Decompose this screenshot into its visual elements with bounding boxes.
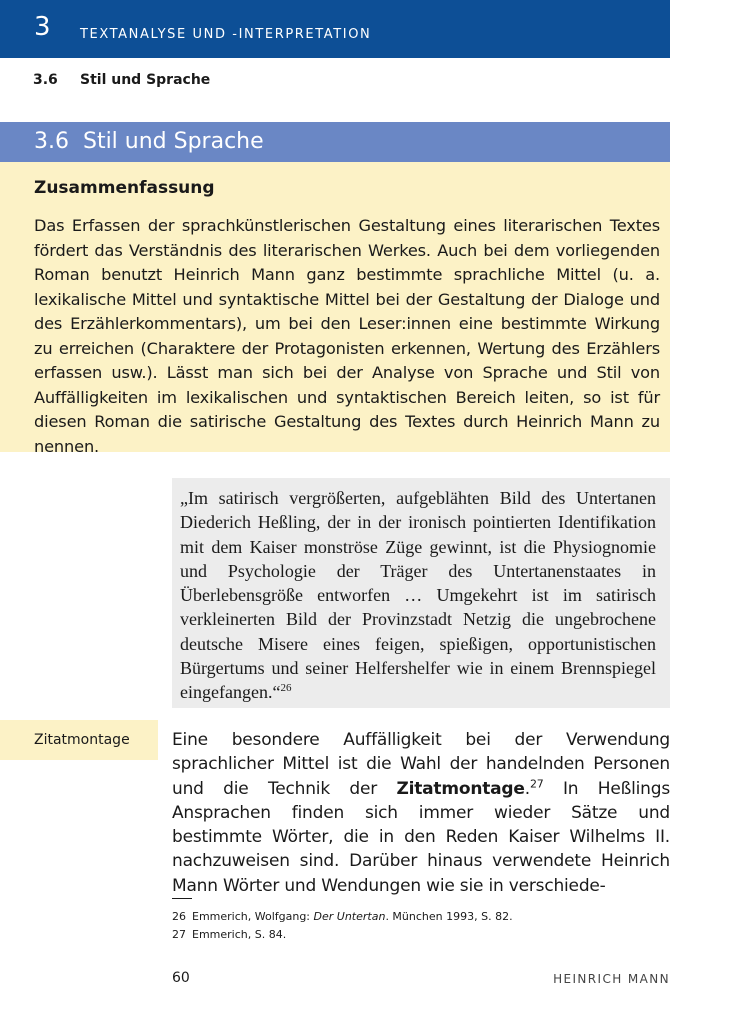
quote-text xyxy=(180,486,656,705)
chapter-title: TEXTANALYSE UND -INTERPRETATION xyxy=(80,27,372,42)
footnote-number: 26 xyxy=(172,910,186,923)
body-paragraph xyxy=(172,728,670,898)
summary-text: Das Erfassen der sprachkünstlerischen Gestaltung eines literarischen Textes fördert das Verständnis des literarischen Werkes. Auch bei dem vorliegenden Roman benutzt Heinrich Mann ganz bestimmte sprachliche Mittel (u. a. lexikalische Mittel und syntaktische Mittel bei der Gestaltung der Dialoge und des Erzählerkommentars), um bei den Leser:innen eine bestimmte Wirkung zu erreichen (Charaktere der Protagonisten erkennen, Wertung des Erzählers erfassen usw.). Lässt man sich bei der Analyse von Sprache und Stil von Auffälligkeiten im lexikalischen und syntaktischen Bereich leiten, so ist für diesen Roman die satirische Gestaltung des Textes durch Heinrich Mann zu nennen. xyxy=(34,216,660,456)
footnote-title: Der Untertan xyxy=(313,910,386,923)
body-text-before: Eine besondere Auffälligkeit bei der Verwendung sprachlicher Mittel ist die Wahl der handelnden Personen und die Technik der xyxy=(172,730,670,799)
footnote-text: Emmerich, Wolfgang: xyxy=(192,910,314,923)
subheader-title: Stil und Sprache xyxy=(80,72,211,88)
chapter-number: 3 xyxy=(34,12,51,42)
page-number: 60 xyxy=(172,970,190,986)
margin-note-label: Zitatmontage xyxy=(34,732,130,748)
footnote-number: 27 xyxy=(172,928,186,941)
footnotes xyxy=(172,908,513,944)
footnote-text-after: . München 1993, S. 82. xyxy=(385,910,513,923)
summary-heading: Zusammenfassung xyxy=(34,178,215,198)
footnote xyxy=(172,908,513,926)
footnote xyxy=(172,926,513,944)
quote-body: „Im satirisch vergrößerten, aufgeblähten Bild des Untertanen Diederich Heßling, der in der ironisch pointierten Identifikation mit dem Kaiser monströse Züge gewinnt, ist die Physiognomie und Psychologie der Träger des Untertanenstaates in Überlebensgröße entworfen … Umgekehrt ist im satirisch verkleinerten Bild der Provinzstadt Netzig die ungebrochene deutsche Misere eines feigen, spießigen, opportunistischen Bürgertums und seiner Helfershelfer wie in einem Brennspiegel eingefangen.“ xyxy=(180,488,656,703)
section-title-bar xyxy=(0,122,670,162)
subheader-number: 3.6 xyxy=(33,72,58,88)
footnote-divider xyxy=(172,898,192,899)
footnote-text: Emmerich, S. 84. xyxy=(192,928,287,941)
body-text-after: In Heßlings Ansprachen finden sich immer wieder Sätze und bestimmte Wörter, die in den Reden Kaiser Wilhelms II. nachzuweisen sind. Darüber hinaus verwendete Heinrich Mann Wörter und Wendungen wie sie in verschiede- xyxy=(172,778,671,896)
body-bold-term: Zitatmontage xyxy=(396,778,525,799)
summary-box xyxy=(0,162,670,456)
section-title: 3.6 Stil und Sprache xyxy=(34,129,264,154)
chapter-header-bar xyxy=(0,0,670,58)
block-quote xyxy=(172,478,670,708)
quote-footnote-ref[interactable]: 26 xyxy=(280,682,292,695)
running-footer-title: HEINRICH MANN xyxy=(553,972,670,986)
margin-note xyxy=(0,720,158,760)
body-footnote-ref[interactable]: 27 xyxy=(529,776,544,790)
body-period: . xyxy=(524,778,530,799)
